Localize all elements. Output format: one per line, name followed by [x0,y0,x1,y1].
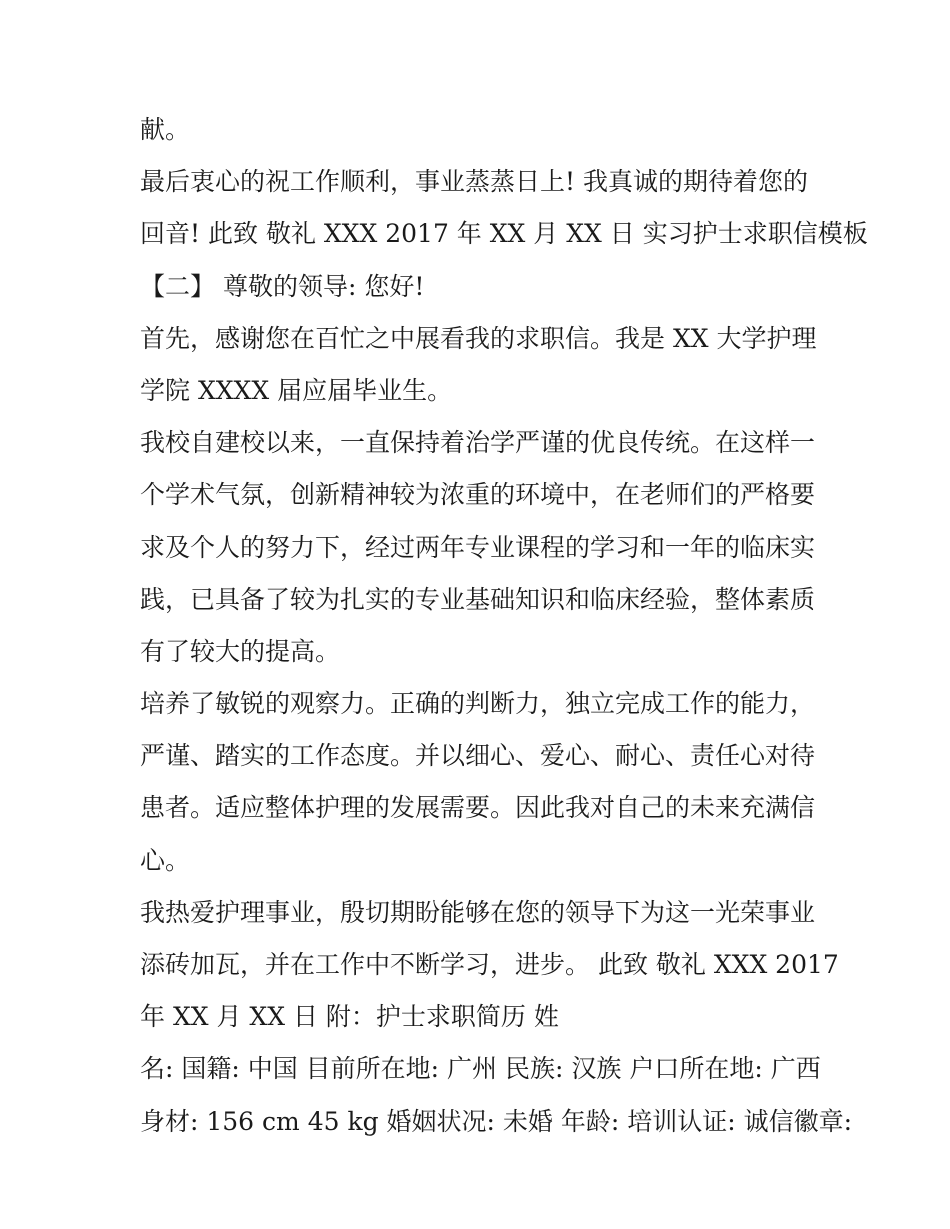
text-line: 学院 XXXX 届应届毕业生。 [140,375,453,405]
text-line: 严谨、踏实的工作态度。并以细心、爱心、耐心、责任心对待 [140,741,816,771]
text-line: 回音! 此致 敬礼 XXX 2017 年 XX 月 XX 日 实习护士求职信模板 [140,219,868,249]
text-line: 我热爱护理事业，殷切期盼能够在您的领导下为这一光荣事业 [140,897,816,927]
text-line: 有了较大的提高。 [140,636,341,666]
section-heading-line: 【二】 尊敬的领导: 您好! [140,271,425,301]
text-line: 首先，感谢您在百忙之中展看我的求职信。我是 XX 大学护理 [140,323,817,353]
document-body [140,104,868,1148]
text-line: 患者。适应整体护理的发展需要。因此我对自己的未来充满信 [140,793,816,823]
text-line: 心。 [140,845,191,875]
text-line: 个学术气氛，创新精神较为浓重的环境中，在老师们的严格要 [140,480,816,510]
text-line: 添砖加瓦，并在工作中不断学习，进步。 此致 敬礼 XXX 2017 [140,950,839,979]
text-line: 身材: 156 cm 45 kg 婚姻状况: 未婚 年龄: 培训认证: 诚信徽章: [140,1106,853,1136]
text-line: 最后衷心的祝工作顺利，事业蒸蒸日上! 我真诚的期待着您的 [140,167,808,197]
text-line: 名: 国籍: 中国 目前所在地: 广州 民族: 汉族 户口所在地: 广西 [140,1054,821,1084]
text-line: 年 XX 月 XX 日 附：护士求职简历 姓 [140,1002,559,1032]
text-line: 培养了敏锐的观察力。正确的判断力，独立完成工作的能力， [140,689,816,719]
text-line: 献。 [140,115,191,144]
text-line: 求及个人的努力下，经过两年专业课程的学习和一年的临床实 [140,532,816,562]
text-line: 践，已具备了较为扎实的专业基础知识和临床经验，整体素质 [140,584,816,614]
text-line: 我校自建校以来，一直保持着治学严谨的优良传统。在这样一 [140,428,816,458]
